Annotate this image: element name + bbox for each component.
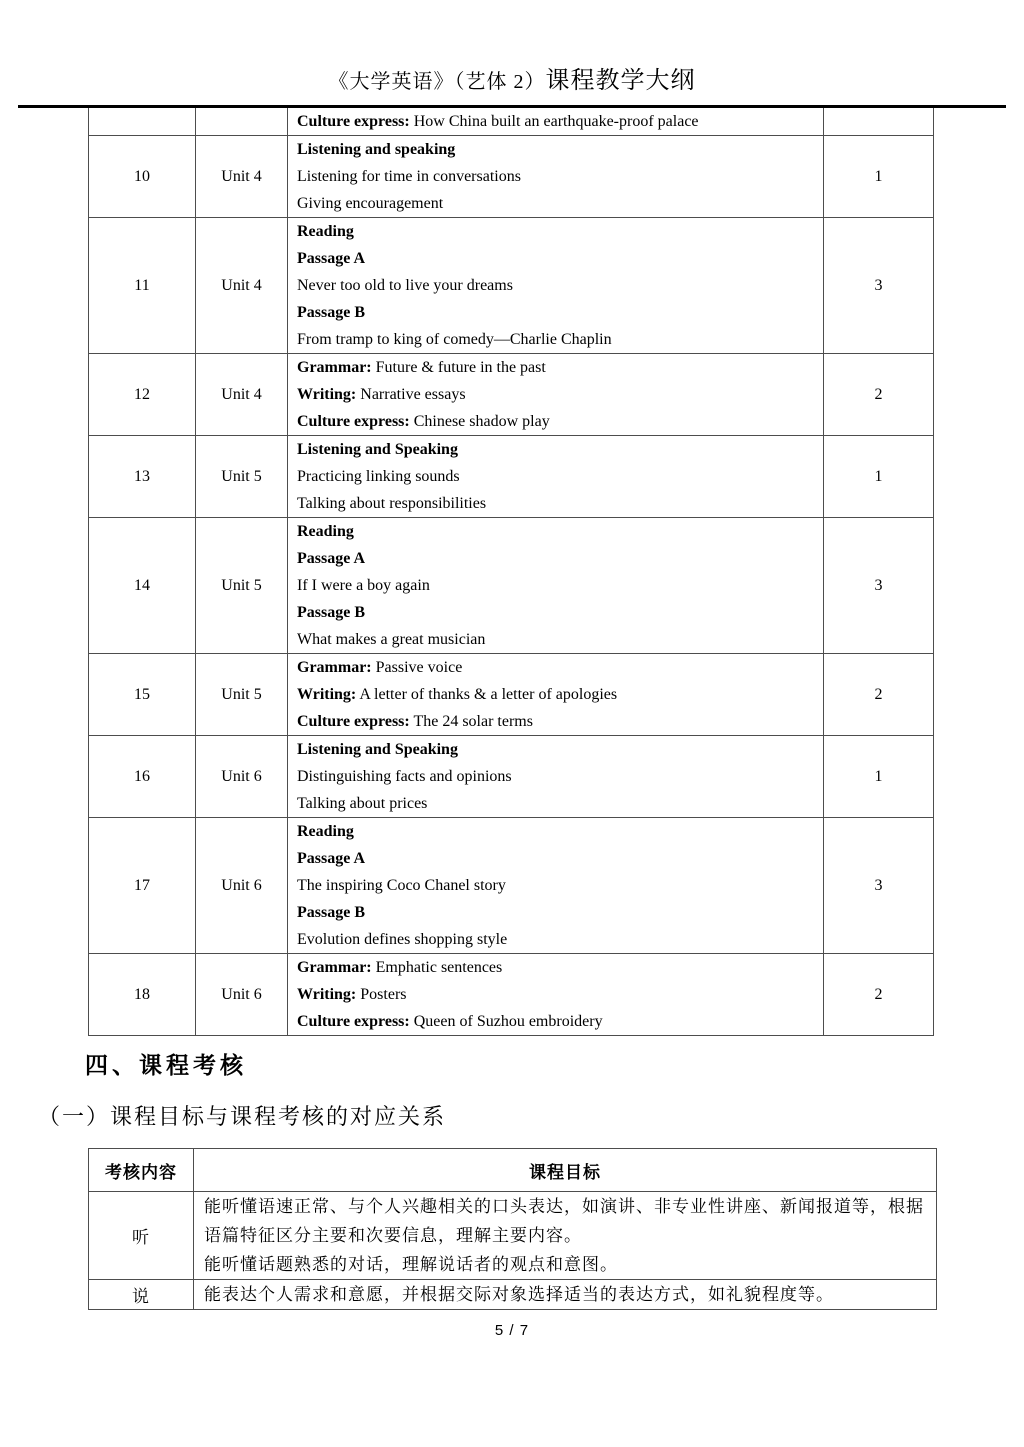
content-line: Listening and speaking	[297, 141, 456, 158]
content-line: Writing: A letter of thanks & a letter of apologies	[297, 686, 618, 703]
section-heading-course-assessment: 四、课程考核	[85, 1052, 247, 1078]
hours-cell: 3	[824, 518, 934, 654]
content-cell	[288, 436, 824, 518]
hours-cell: 1	[824, 736, 934, 818]
doc-title-course: 《大学英语》（艺体 2）	[328, 71, 546, 93]
content-line: What makes a great musician	[297, 631, 486, 648]
schedule-row	[89, 218, 934, 354]
content-line: Reading	[297, 223, 354, 240]
week-cell: 15	[89, 654, 196, 736]
content-line: Distinguishing facts and opinions	[297, 768, 512, 785]
assessment-col-header-objective: 课程目标	[194, 1149, 937, 1192]
doc-title-suffix: 课程教学大纲	[545, 68, 696, 94]
unit-cell: Unit 6	[196, 818, 288, 954]
week-cell: 14	[89, 518, 196, 654]
content-line: Practicing linking sounds	[297, 468, 460, 485]
content-cell	[288, 354, 824, 436]
schedule-table	[88, 108, 934, 1036]
content-line: Giving encouragement	[297, 195, 444, 212]
unit-cell: Unit 5	[196, 654, 288, 736]
assessment-objective-cell	[194, 1280, 937, 1310]
content-line: Listening and Speaking	[297, 741, 458, 758]
assessment-table	[88, 1148, 937, 1310]
content-line: Culture express: Queen of Suzhou embroidery	[297, 1013, 603, 1030]
subsection-heading-objective-mapping: （一）课程目标与课程考核的对应关系	[38, 1104, 447, 1129]
content-line: Talking about prices	[297, 795, 428, 812]
assessment-row	[89, 1280, 937, 1310]
objective-line: 能听懂话题熟悉的对话，理解说话者的观点和意图。	[204, 1255, 618, 1274]
schedule-row	[89, 954, 934, 1036]
unit-cell: Unit 6	[196, 736, 288, 818]
content-line: Passage B	[297, 904, 365, 921]
schedule-row	[89, 654, 934, 736]
content-line: If I were a boy again	[297, 577, 430, 594]
assessment-table-body	[89, 1192, 937, 1310]
content-line: Grammar: Passive voice	[297, 659, 463, 676]
week-cell: 11	[89, 218, 196, 354]
content-line: Culture express: How China built an earthquake-proof palace	[297, 113, 699, 130]
content-cell	[288, 136, 824, 218]
schedule-row	[89, 818, 934, 954]
schedule-row	[89, 736, 934, 818]
hours-cell: 2	[824, 654, 934, 736]
unit-cell: Unit 4	[196, 354, 288, 436]
hours-cell: 2	[824, 354, 934, 436]
hours-cell: 2	[824, 954, 934, 1036]
assessment-header-row	[89, 1149, 937, 1192]
week-cell: 13	[89, 436, 196, 518]
content-line: Passage B	[297, 604, 365, 621]
content-line: Listening and Speaking	[297, 441, 458, 458]
hours-cell: 1	[824, 136, 934, 218]
content-cell	[288, 818, 824, 954]
content-cell	[288, 518, 824, 654]
schedule-table-body	[89, 108, 934, 1036]
content-cell	[288, 654, 824, 736]
content-line: The inspiring Coco Chanel story	[297, 877, 506, 894]
unit-cell: Unit 4	[196, 136, 288, 218]
content-line: Evolution defines shopping style	[297, 931, 508, 948]
content-line: Grammar: Future & future in the past	[297, 359, 546, 376]
content-line: Passage A	[297, 850, 365, 867]
content-line: From tramp to king of comedy—Charlie Chaplin	[297, 331, 612, 348]
content-cell	[288, 108, 824, 136]
content-cell	[288, 218, 824, 354]
hours-cell: 3	[824, 218, 934, 354]
unit-cell: Unit 4	[196, 218, 288, 354]
objective-line: 能听懂语速正常、与个人兴趣相关的口头表达，如演讲、非专业性讲座、新闻报道等，根据语篇特征区分主要和次要信息，理解主要内容。	[204, 1197, 924, 1245]
unit-cell: Unit 6	[196, 954, 288, 1036]
content-line: Listening for time in conversations	[297, 168, 521, 185]
week-cell: 10	[89, 136, 196, 218]
content-line: Talking about responsibilities	[297, 495, 487, 512]
hours-cell: 3	[824, 818, 934, 954]
assessment-row	[89, 1192, 937, 1280]
content-line: Passage A	[297, 250, 365, 267]
week-cell	[89, 108, 196, 136]
schedule-row	[89, 436, 934, 518]
content-cell	[288, 954, 824, 1036]
week-cell: 17	[89, 818, 196, 954]
page-title	[0, 0, 1024, 103]
unit-cell	[196, 108, 288, 136]
assessment-item-cell: 说	[89, 1280, 194, 1310]
content-line: Passage B	[297, 304, 365, 321]
content-cell	[288, 736, 824, 818]
schedule-row	[89, 354, 934, 436]
assessment-objective-cell	[194, 1192, 937, 1280]
content-line: Reading	[297, 523, 354, 540]
week-cell: 18	[89, 954, 196, 1036]
schedule-row	[89, 518, 934, 654]
week-cell: 16	[89, 736, 196, 818]
unit-cell: Unit 5	[196, 518, 288, 654]
assessment-col-header-content: 考核内容	[89, 1149, 194, 1192]
content-line: Culture express: The 24 solar terms	[297, 713, 533, 730]
hours-cell	[824, 108, 934, 136]
schedule-row	[89, 108, 934, 136]
content-line: Writing: Posters	[297, 986, 407, 1003]
content-line: Never too old to live your dreams	[297, 277, 513, 294]
schedule-row	[89, 136, 934, 218]
objective-line: 能表达个人需求和意愿，并根据交际对象选择适当的表达方式，如礼貌程度等。	[204, 1285, 834, 1304]
content-line: Passage A	[297, 550, 365, 567]
hours-cell: 1	[824, 436, 934, 518]
content-line: Reading	[297, 823, 354, 840]
week-cell: 12	[89, 354, 196, 436]
content-line: Writing: Narrative essays	[297, 386, 466, 403]
content-line: Grammar: Emphatic sentences	[297, 959, 503, 976]
content-line: Culture express: Chinese shadow play	[297, 413, 550, 430]
unit-cell: Unit 5	[196, 436, 288, 518]
page-number: 5 / 7	[494, 1322, 530, 1339]
assessment-item-cell: 听	[89, 1192, 194, 1280]
